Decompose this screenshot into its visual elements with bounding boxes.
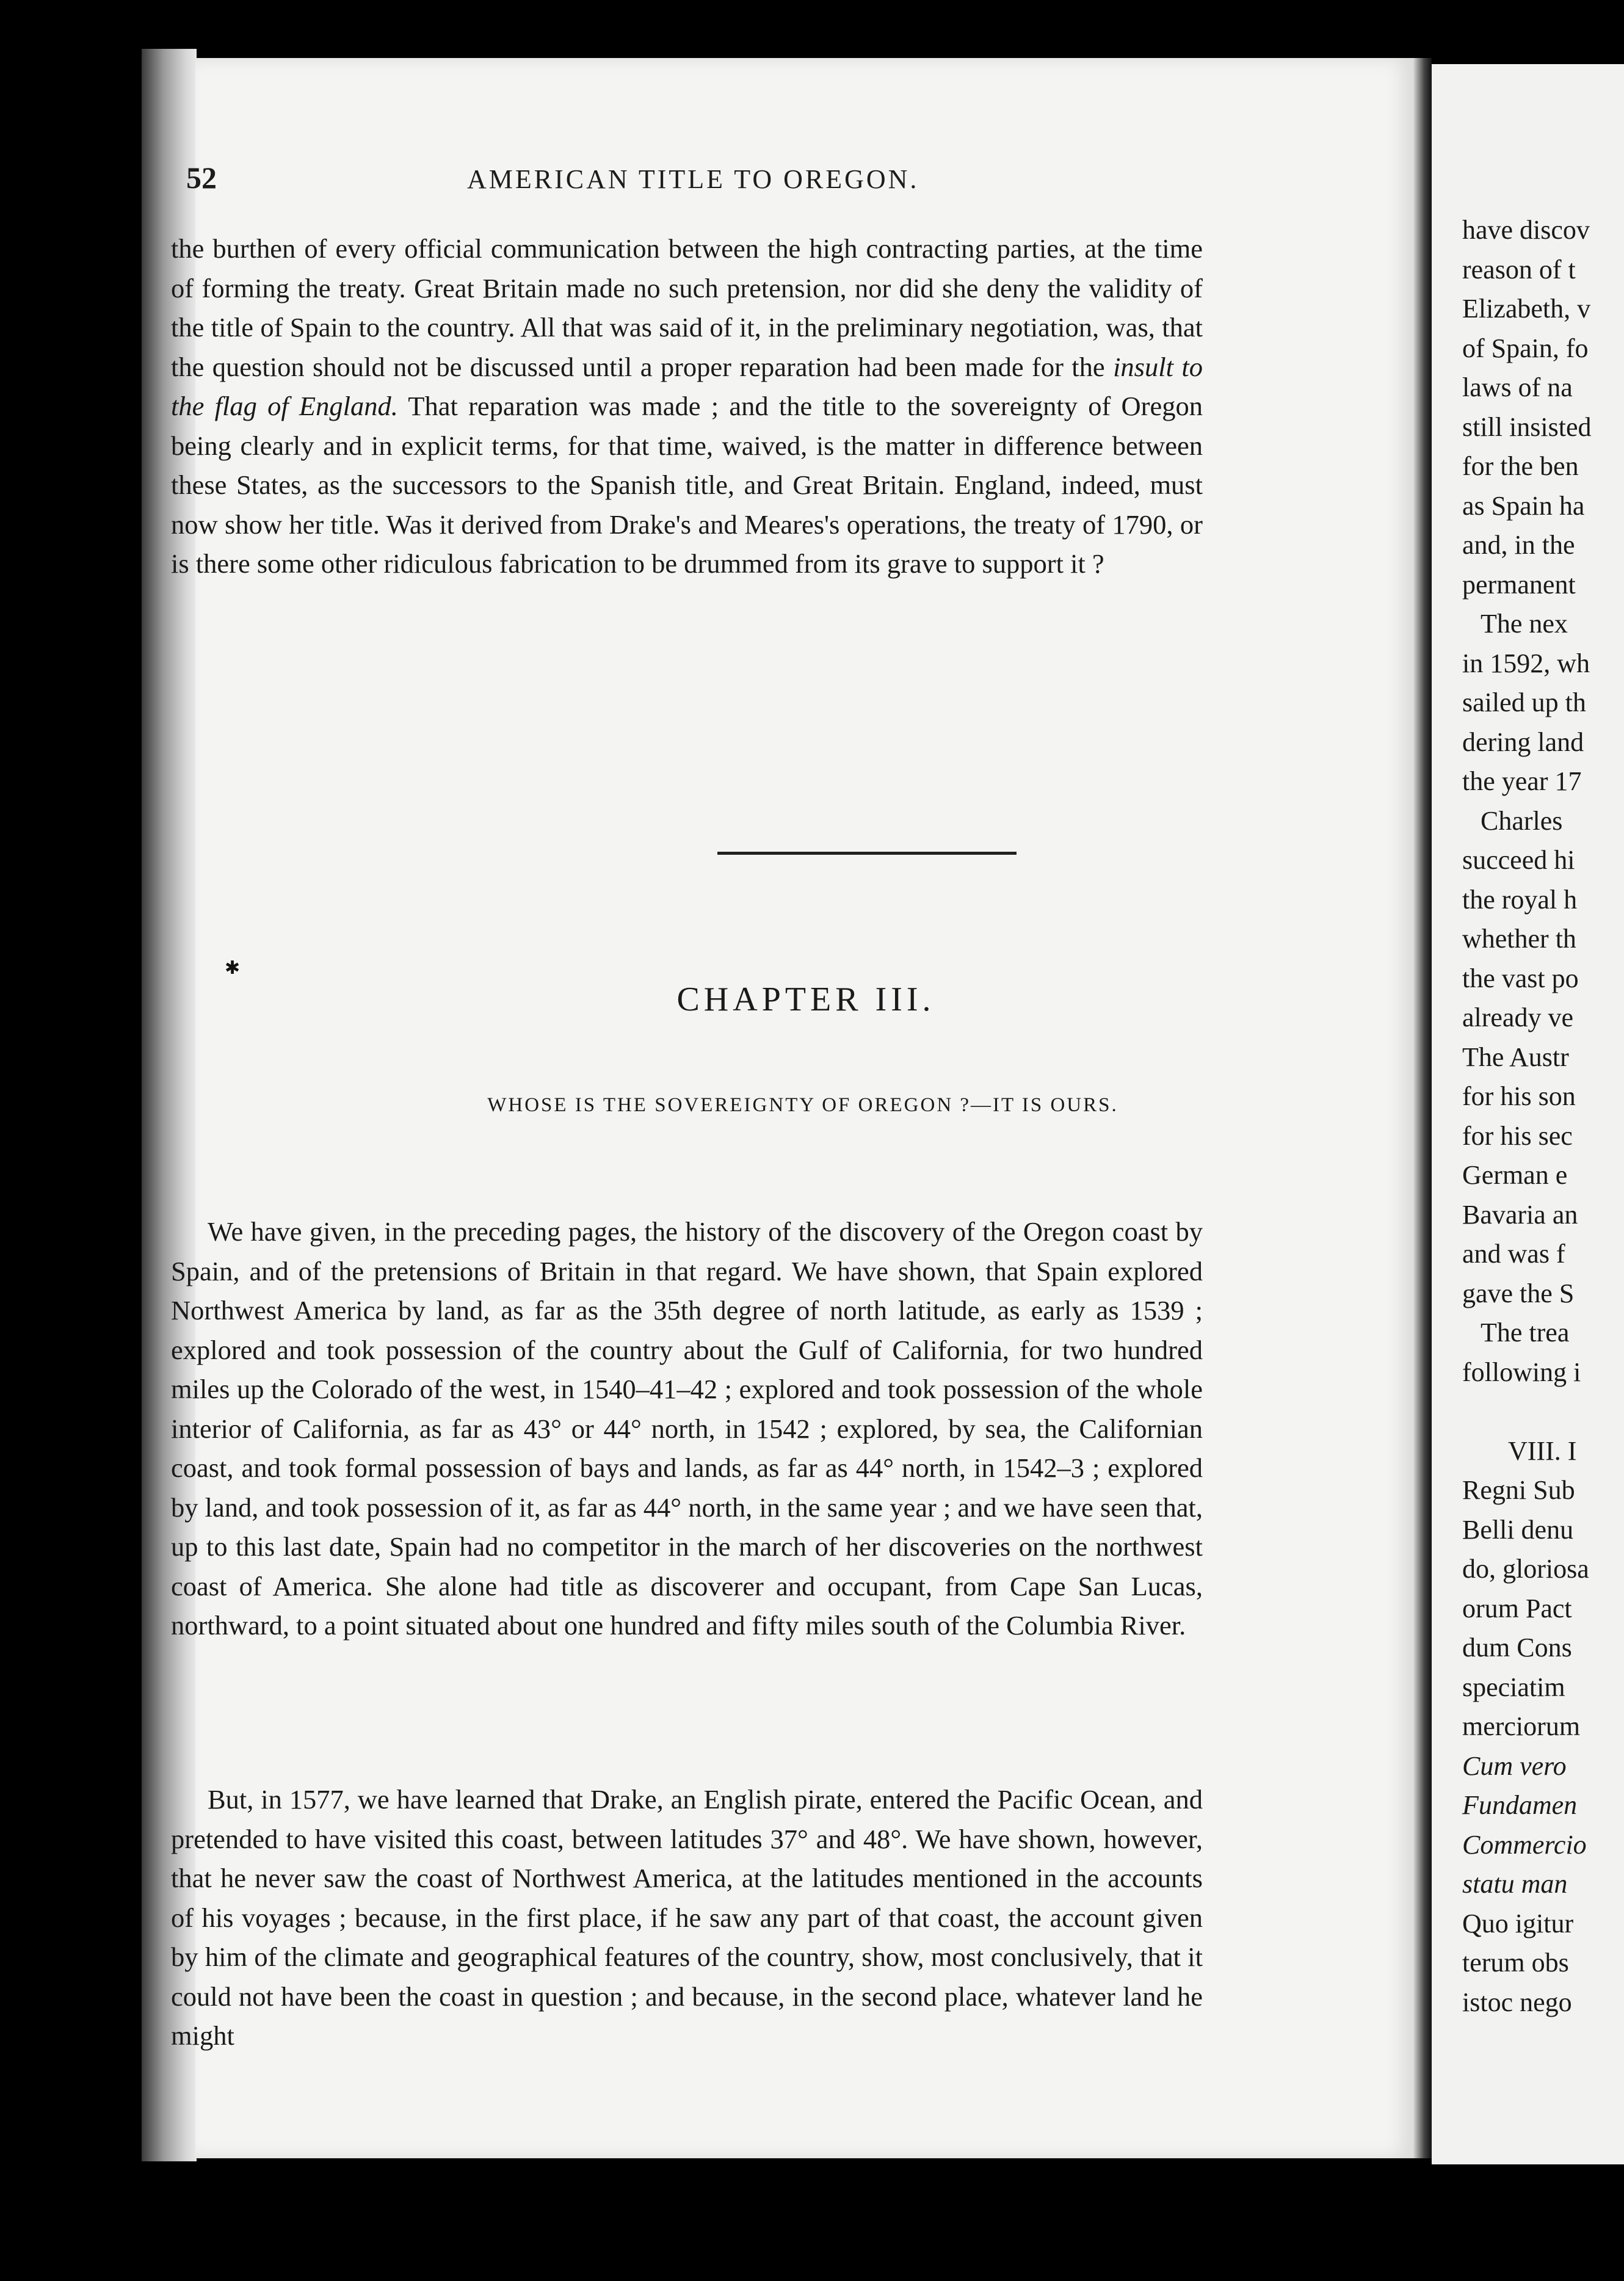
right-page-line: and was f (1462, 1239, 1565, 1269)
right-page-line: in 1592, wh (1462, 648, 1590, 678)
right-page-line: VIII. I (1508, 1435, 1577, 1466)
right-page-line: following i (1462, 1357, 1581, 1387)
right-page-line: The nex (1481, 609, 1568, 639)
right-page-line: reason of t (1462, 254, 1576, 285)
right-page-line: the royal h (1462, 884, 1578, 915)
section-divider (717, 852, 1017, 855)
paragraph-1-text-b: That reparation was made ; and the title to the sovereignty of Oregon being clearly and in explicit terms, for that time, waived, is the matter in difference between these States, as the successors to the Spanish title, and Great Britain. England, indeed, must now show her title. Was it derived from Drake's and Meares's operations, the treaty of 1790, or is there some other ridiculous fabrication to be drummed from its grave to support it ? (171, 391, 1203, 579)
right-page-line: statu man (1462, 1869, 1568, 1899)
right-page-line: Quo igitur (1462, 1908, 1574, 1938)
paragraph-1 (171, 229, 1203, 584)
right-page-line: the year 17 (1462, 766, 1582, 796)
right-page-line: do, gloriosa (1462, 1554, 1589, 1584)
right-page-line: istoc nego (1462, 1987, 1572, 2017)
right-page-line: sailed up th (1462, 687, 1586, 717)
right-page-line: Cum vero (1462, 1750, 1567, 1781)
right-page-line: German e (1462, 1160, 1568, 1190)
paragraph-3: But, in 1577, we have learned that Drake, an English pirate, entered the Pacific Ocean, and pretended to have visited this coast, between latitudes 37° and 48°. We have shown, however, that he never saw the coast of Northwest America, at the latitudes mentioned in the accounts of his voyages ; because, in the first place, if he saw any part of that coast, the account given by him of the climate and geographical features of the country, show, most conclusively, that it could not have been the coast in question ; and because, in the second place, whatever land he might (171, 1784, 1203, 2051)
right-page-line: for his sec (1462, 1120, 1573, 1151)
right-page-line: whether th (1462, 924, 1576, 954)
right-page-line: speciatim (1462, 1672, 1565, 1702)
right-page-line: orum Pact (1462, 1593, 1572, 1623)
right-page-line: have discov (1462, 215, 1590, 245)
right-page-line: for the ben (1462, 451, 1579, 481)
page-header (186, 160, 1163, 209)
right-page-text (1462, 211, 1591, 2022)
right-page-line: for his son (1462, 1081, 1576, 1111)
right-page-line: and, in the (1462, 530, 1575, 560)
right-page-line: Belli denu (1462, 1514, 1574, 1545)
chapter-subtitle: WHOSE IS THE SOVEREIGNTY OF OREGON ?—IT IS OURS. (487, 1094, 1118, 1116)
right-page-line: dum Cons (1462, 1633, 1572, 1663)
running-head: AMERICAN TITLE TO OREGON. (467, 164, 919, 194)
right-page-line: merciorum (1462, 1711, 1581, 1741)
right-page-line: permanent (1462, 569, 1576, 600)
right-page-line: The trea (1481, 1318, 1570, 1347)
paragraph-1-italic: insult to the flag of England. (171, 351, 1203, 421)
paragraph-2: We have given, in the preceding pages, the history of the discovery of the Oregon coast by Spain, and of the pretensions of Britain in that regard. We have shown, that Spain explored Northwest America by land, as far as the 35th degree of north latitude, as early as 1539 ; explored and took possession of the country about the Gulf of California, for two hundred miles up the Colorado of the west, in 1540–41–42 ; explored and took possession of the whole interior of California, as far as 43° or 44° north, in 1542 ; explored, by sea, the Californian coast, and took formal possession of bays and lands, as far as 44° north, in 1542–3 ; explored by land, and took possession of it, as far as 44° north, in the same year ; and we have seen that, up to this last date, Spain had no competitor in the march of her discoveries on the northwest coast of America. She alone had title as discoverer and occupant, from Cape San Lucas, northward, to a point situated about one hundred and fifty miles south of the Columbia River. (171, 1216, 1203, 1641)
right-page-line: succeed hi (1462, 845, 1575, 875)
right-page-line: Fundamen (1462, 1790, 1578, 1820)
chapter-title: CHAPTER III. (676, 981, 935, 1018)
right-page-line: of Spain, fo (1462, 333, 1589, 363)
right-page-line: laws of na (1462, 372, 1573, 402)
right-page-line: Commercio (1462, 1829, 1587, 1860)
right-page-line: Regni Sub (1462, 1475, 1575, 1505)
margin-mark: ✱ (225, 958, 241, 978)
right-page-line: already ve (1462, 1003, 1573, 1032)
right-page-line: gave the S (1462, 1278, 1575, 1308)
right-page-line: The Austr (1462, 1042, 1569, 1072)
page-gutter (1413, 58, 1432, 2158)
right-page-line: the vast po (1462, 963, 1579, 993)
right-page-line: still insisted (1462, 412, 1592, 442)
right-page-line: Charles (1481, 805, 1563, 836)
page-number: 52 (186, 161, 217, 195)
right-page-line: as Spain ha (1462, 490, 1585, 521)
right-page-line: Elizabeth, v (1462, 294, 1591, 324)
right-page-line: dering land (1462, 727, 1584, 757)
right-page-line (1462, 1392, 1591, 1432)
right-page-line: Bavaria an (1462, 1199, 1578, 1230)
paragraph-1-text-a: the burthen of every official communication between the high contracting parties, at the time of forming the treaty. Great Britain made no such pretension, nor did she deny the validity of the title of Spain to the country. All that was said of it, in the preliminary negotiation, was, that the question should not be discussed until a proper reparation had been made for the (171, 233, 1203, 382)
right-page-line: terum obs (1462, 1948, 1569, 1978)
